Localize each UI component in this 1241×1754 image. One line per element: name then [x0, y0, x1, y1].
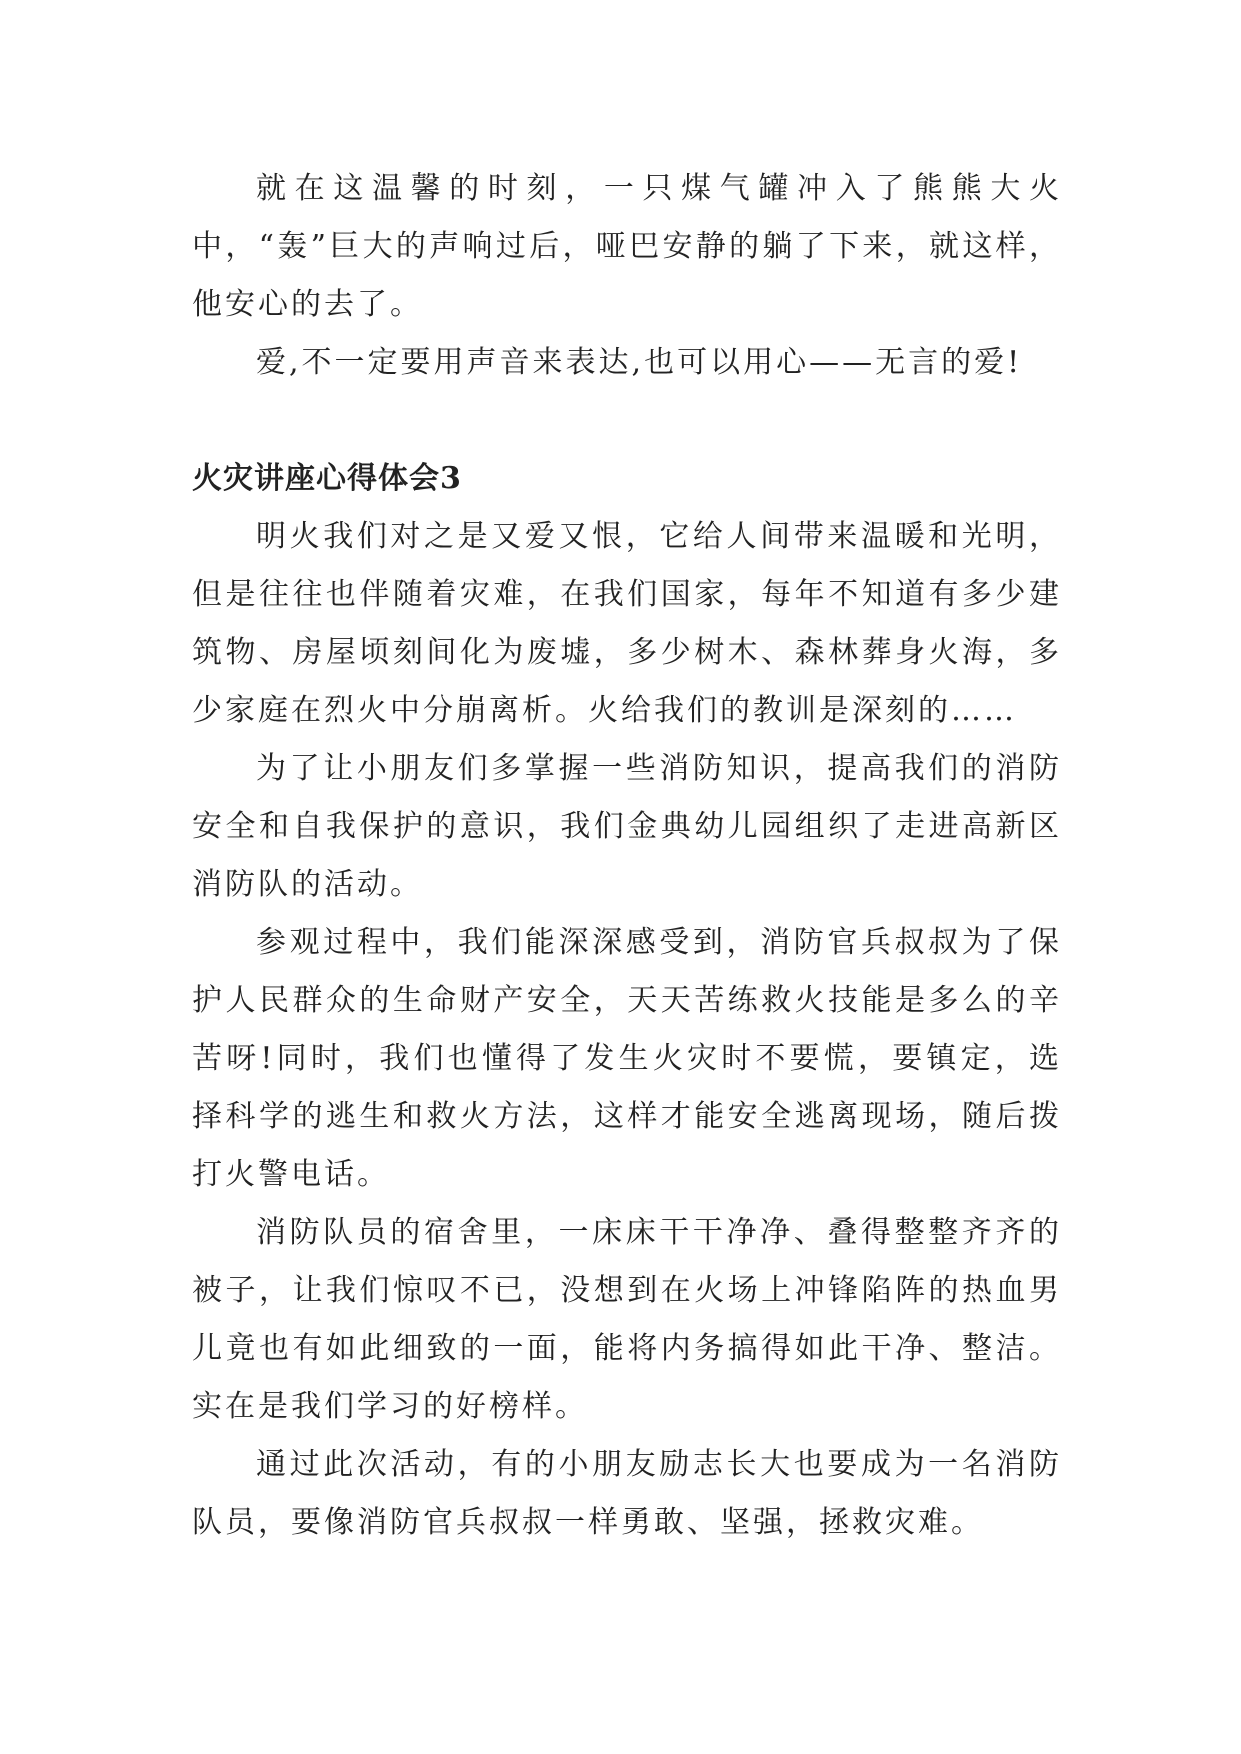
paragraph: 明火我们对之是又爱又恨，它给人间带来温暖和光明，但是往往也伴随着灾难，在我们国家，每年不知道有多少建筑物、房屋顷刻间化为废墟，多少树木、森林葬身火海，多少家庭在烈火中分崩离析。火给我们的教训是深刻的…… [192, 519, 1062, 728]
section-title: 火灾讲座心得体会3 [192, 461, 462, 496]
paragraph: 参观过程中，我们能深深感受到，消防官兵叔叔为了保护人民群众的生命财产安全，天天苦练救火技能是多么的辛苦呀!同时，我们也懂得了发生火灾时不要慌，要镇定，选择科学的逃生和救火方法，这样才能安全逃离现场，随后拨打火警电话。 [192, 925, 1062, 1192]
section-fire-lecture-3 [192, 450, 1062, 1552]
paragraph: 爱,不一定要用声音来表达,也可以用心——无言的爱! [256, 345, 1023, 380]
section-continuation [192, 160, 1062, 392]
paragraph: 就在这温馨的时刻，一只煤气罐冲入了熊熊大火中，“轰”巨大的声响过后，哑巴安静的躺了下来，就这样，他安心的去了。 [192, 171, 1062, 322]
paragraph: 通过此次活动，有的小朋友励志长大也要成为一名消防队员，要像消防官兵叔叔一样勇敢、坚强，拯救灾难。 [192, 1447, 1062, 1540]
paragraph: 为了让小朋友们多掌握一些消防知识，提高我们的消防安全和自我保护的意识，我们金典幼儿园组织了走进高新区消防队的活动。 [192, 751, 1062, 902]
paragraph: 消防队员的宿舍里，一床床干干净净、叠得整整齐齐的被子，让我们惊叹不已，没想到在火场上冲锋陷阵的热血男儿竟也有如此细致的一面，能将内务搞得如此干净、整洁。实在是我们学习的好榜样。 [192, 1215, 1062, 1424]
